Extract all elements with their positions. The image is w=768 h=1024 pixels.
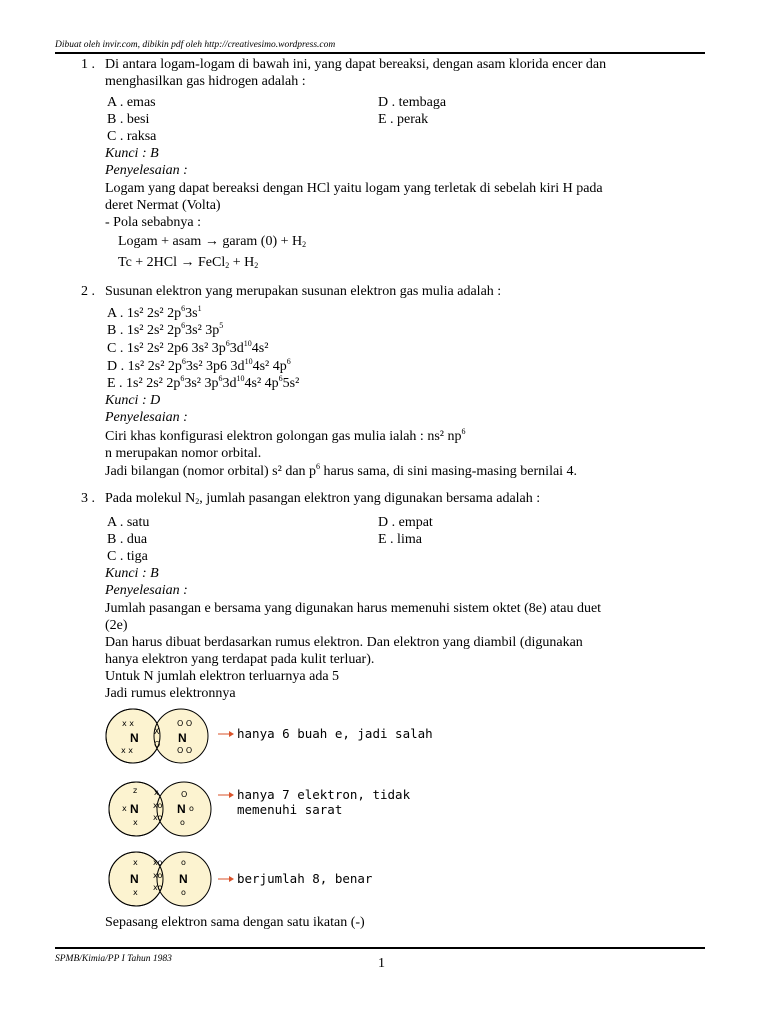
- q2-option-e: E . 1s² 2s² $2p^63s^2$ $3p^63d^{10}4s^2$ $4p^65s^2$: [107, 374, 300, 391]
- q2-option-c: C . 1s² 2s² 2p6 3s² $3p^63d^{10}4s^2$: [107, 339, 269, 356]
- svg-text:o: o: [189, 804, 194, 813]
- header-rule: [55, 52, 705, 54]
- q1-option-b: B . besi: [107, 112, 150, 127]
- diagram-note: berjumlah 8, benar: [237, 871, 373, 886]
- q3-explanation-line3: Dan harus dibuat berdasarkan rumus elektron. Dan elektron yang diambil (digunakan: [105, 635, 583, 650]
- page-header: Dibuat oleh invir.com, dibikin pdf oleh http://creativesimo.wordpress.com: [55, 40, 336, 50]
- nitrogen-symbol: N: [177, 802, 186, 816]
- q1-answer-key: Kunci : B: [105, 146, 159, 161]
- q3-explanation-line1: Jumlah pasangan e bersama yang digunakan harus memenuhi sistem oktet (8e) atau duet: [105, 601, 602, 616]
- footer-rule: [55, 947, 705, 949]
- q3-explanation-line5: Untuk N jumlah elektron terluarnya ada 5: [105, 669, 340, 684]
- q1-stem-line2: menghasilkan gas hidrogen adalah :: [105, 74, 306, 89]
- electron-diagram-1: [105, 704, 433, 768]
- q3-option-d: D . empat: [378, 515, 433, 530]
- svg-text:o: o: [181, 858, 186, 867]
- q1-stem-line1: Di antara logam-logam di bawah ini, yang dapat bereaksi, dengan asam klorida encer dan: [105, 57, 607, 72]
- svg-text:x: x: [122, 804, 127, 813]
- svg-text:o: o: [180, 818, 185, 827]
- diagram-note: memenuhi sarat: [237, 802, 343, 817]
- q3-option-c: C . tiga: [107, 549, 148, 564]
- q1-option-d: D . tembaga: [378, 95, 447, 110]
- svg-text:x: x: [154, 788, 159, 797]
- q3-option-b: B . dua: [107, 532, 148, 547]
- nitrogen-symbol: N: [178, 731, 187, 745]
- q2-answer-key: Kunci : D: [105, 393, 161, 408]
- nitrogen-symbol: N: [179, 872, 188, 886]
- q3-explanation-line6: Jadi rumus elektronnya: [105, 686, 236, 701]
- diagram-note: hanya 6 buah e, jadi salah: [237, 726, 433, 741]
- svg-text:o: o: [181, 888, 186, 897]
- svg-text:O: O: [181, 790, 188, 799]
- nitrogen-symbol: N: [130, 872, 139, 886]
- q2-solution-heading: Penyelesaian :: [105, 410, 188, 425]
- q3-explanation-line2: (2e): [105, 618, 128, 633]
- nitrogen-symbol: N: [130, 802, 139, 816]
- svg-text:x: x: [133, 858, 138, 867]
- q1-option-a: A . emas: [107, 95, 156, 110]
- arrowhead-icon: [229, 876, 234, 882]
- svg-text:xo: xo: [153, 871, 163, 880]
- q2-option-a: A . 1s² 2s² $2p^63s^1$: [107, 304, 202, 321]
- diagram-note: hanya 7 elektron, tidak: [237, 787, 411, 802]
- svg-text:x x: x x: [122, 719, 135, 728]
- svg-text:O O: O O: [177, 719, 193, 728]
- q1-explanation-line2: deret Nermat (Volta): [105, 198, 221, 213]
- q2-number: 2 .: [81, 284, 95, 299]
- q2-explanation-line1: Ciri khas konfigurasi elektron golongan gas mulia ialah : ns² $np^6$: [105, 427, 466, 444]
- q3-option-a: A . satu: [107, 515, 150, 530]
- q2-option-d: D . 1s² 2s² $2p^63s^2$ 3p6 $3d^{10}4s^2$ $4p^6$: [107, 357, 291, 374]
- q2-option-b: B . 1s² 2s² $2p^63s^2$ $3p^5$: [107, 321, 224, 338]
- q2-explanation-line2: n merupakan nomor orbital.: [105, 446, 262, 461]
- svg-text:X: X: [154, 727, 160, 736]
- page-number: 1: [378, 956, 385, 971]
- svg-text:x: x: [133, 888, 138, 897]
- q2-explanation-line3: Jadi bilangan (nomor orbital) s² dan $p^6$ harus sama, di sini masing-masing bernilai 4.: [105, 462, 578, 479]
- q3-number: 3 .: [81, 491, 95, 506]
- footer-source: SPMB/Kimia/PP I Tahun 1983: [55, 954, 172, 964]
- electron-diagram-3: [105, 847, 405, 911]
- q1-number: 1 .: [81, 57, 95, 72]
- q1-pattern-heading: - Pola sebabnya :: [105, 215, 202, 230]
- svg-text:xo: xo: [153, 801, 163, 810]
- q3-explanation-line4: hanya elektron yang terdapat pada kulit terluar).: [105, 652, 375, 667]
- q1-equation-1: Logam + asam → garam $(0) + H_2$: [118, 234, 307, 249]
- q1-option-c: C . raksa: [107, 129, 157, 144]
- svg-text:x: x: [133, 818, 138, 827]
- q3-answer-key: Kunci : B: [105, 566, 159, 581]
- svg-text:O O: O O: [177, 746, 193, 755]
- svg-text:xo: xo: [153, 858, 163, 867]
- q1-equation-2: Tc + 2HCl → FeCl$_2$ + $H_2$: [118, 255, 259, 270]
- svg-text:O: O: [154, 740, 161, 749]
- electron-diagram-2: [105, 777, 411, 841]
- q1-option-e: E . perak: [378, 112, 429, 127]
- q3-closing-statement: Sepasang elektron sama dengan satu ikatan (-): [105, 915, 365, 930]
- nitrogen-symbol: N: [130, 731, 139, 745]
- arrowhead-icon: [229, 792, 234, 798]
- arrowhead-icon: [229, 731, 234, 737]
- svg-text:x x: x x: [121, 746, 134, 755]
- q3-solution-heading: Penyelesaian :: [105, 583, 188, 598]
- q1-explanation-line1: Logam yang dapat bereaksi dengan HCl yaitu logam yang terletak di sebelah kiri H pada: [105, 181, 603, 196]
- q3-option-e: E . lima: [378, 532, 422, 547]
- svg-text:xo: xo: [153, 883, 163, 892]
- q1-solution-heading: Penyelesaian :: [105, 163, 188, 178]
- svg-text:xo: xo: [153, 813, 163, 822]
- q3-stem: Pada molekul $N_2$, jumlah pasangan elektron yang digunakan bersama adalah :: [105, 491, 541, 506]
- q2-stem: Susunan elektron yang merupakan susunan elektron gas mulia adalah :: [105, 284, 502, 299]
- svg-text:z: z: [133, 786, 138, 795]
